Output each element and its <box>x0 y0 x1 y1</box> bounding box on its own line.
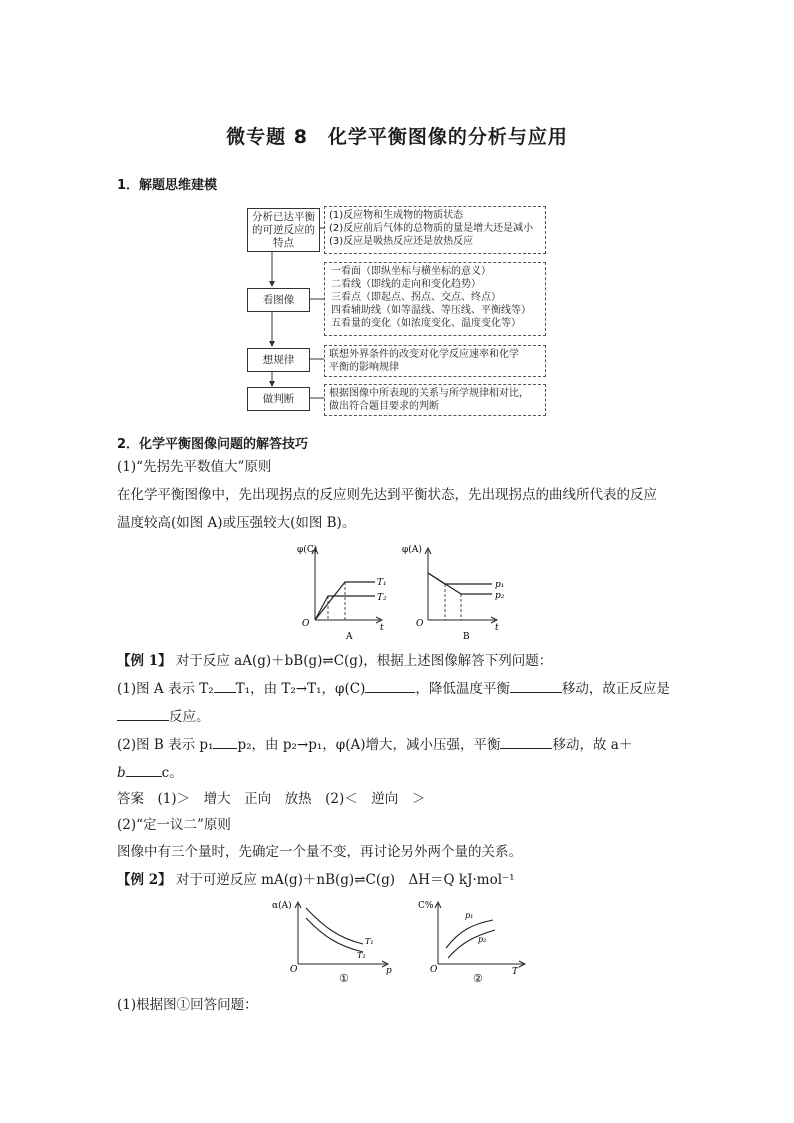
note-1-line: (3)反应是吸热反应还是放热反应 <box>329 236 474 247</box>
graph-2-ylabel: C% <box>418 901 434 911</box>
note-2-line: 五看量的变化（如浓度变化、温度变化等） <box>331 318 521 329</box>
example-1-text: 对于反应 aA(g)＋bB(g)⇌C(g)，根据上述图像解答下列问题： <box>175 653 553 669</box>
q2-part-a: (2)图 B 表示 p₁ <box>117 737 214 753</box>
example-1-q1 <box>117 676 697 702</box>
graph-b-caption: B <box>463 632 470 642</box>
answer-blank[interactable] <box>214 678 236 693</box>
graph-1-origin: O <box>290 965 298 975</box>
note-2-line: 四看辅助线（如等温线、等压线、平衡线等） <box>331 305 531 316</box>
example-1-q2 <box>117 732 697 758</box>
example-2-label: 【例 2】 <box>117 872 172 888</box>
graph-a-caption: A <box>346 632 353 642</box>
graph-b-xlabel: t <box>495 623 499 633</box>
example-1-label: 【例 1】 <box>117 653 172 669</box>
graph-2-label-p1: p₁ <box>465 911 474 920</box>
note-1-line: (2)反应前后气体的总物质的量是增大还是减小 <box>329 223 534 234</box>
graph-a-label-t1: T₁ <box>377 578 387 588</box>
note-2-line: 一看面（即纵坐标与横坐标的意义） <box>331 266 491 277</box>
answer-blank[interactable] <box>213 734 237 749</box>
example-1-q1-cont <box>117 704 210 730</box>
rule-2-title: (2)“定一议二”原则 <box>117 817 231 833</box>
graph-1-ylabel: α(A) <box>272 901 292 911</box>
q1-part-d: 移动，故正反应是 <box>561 681 670 697</box>
rule-1-text-line2: 温度较高(如图 A)或压强较大(如图 B)。 <box>117 515 356 531</box>
example-1-q2-cont <box>117 760 183 786</box>
flow-box-judge: 做判断 <box>247 387 310 411</box>
q2-part-e: c。 <box>161 765 183 781</box>
flow-box-think: 想规律 <box>247 348 310 372</box>
note-2-line: 三看点（即起点、拐点、交点、终点） <box>331 292 501 303</box>
example-2-text: 对于可逆反应 mA(g)＋nB(g)⇌C(g) ΔH＝Q kJ·mol⁻¹ <box>175 872 515 888</box>
graph-a-xlabel: t <box>380 623 384 633</box>
section-heading-1: 1．解题思维建模 <box>117 178 218 193</box>
flow-box-analyze: 分析已达平衡的可逆反应的特点 <box>247 208 320 252</box>
curve-1-t2 <box>306 918 363 952</box>
graph-b-origin: O <box>416 619 424 629</box>
q1-part-c: ，降低温度平衡 <box>415 681 510 697</box>
last-line: (1)根据图①回答问题： <box>117 997 258 1013</box>
note-box-2 <box>324 262 546 336</box>
q2-part-c: 移动，故 a＋ <box>552 737 633 753</box>
note-box-3 <box>324 345 546 377</box>
note-box-4 <box>324 384 546 416</box>
q2-part-d: b <box>117 765 126 781</box>
graph-2-xlabel: T <box>512 967 519 977</box>
graphs-12 <box>268 896 538 988</box>
graph-1-xlabel: p <box>386 966 392 976</box>
graph-a-origin: O <box>302 619 310 629</box>
note-3-line: 平衡的影响规律 <box>329 362 399 373</box>
graph-a-ylabel: φ(C) <box>297 545 318 555</box>
note-3-line: 联想外界条件的改变对化学反应速率和化学 <box>329 349 519 360</box>
note-2-line: 二看线（即线的走向和变化趋势） <box>331 279 481 290</box>
graph-a-label-t2: T₂ <box>377 593 387 603</box>
graph-1-label-t1: T₁ <box>365 937 374 946</box>
note-1-line: (1)反应物和生成物的物质状态 <box>329 210 464 221</box>
flow-box-look: 看图像 <box>247 288 310 312</box>
q1-part-b: T₁，由 T₂→T₁，φ(C) <box>235 681 366 697</box>
answer-blank[interactable] <box>365 678 415 693</box>
example-1-statement <box>117 648 697 674</box>
answer-blank[interactable] <box>126 762 162 777</box>
graph-b-label-p1: p₁ <box>495 580 505 590</box>
q2-part-b: p₂，由 p₂→p₁，φ(A)增大，减小压强，平衡 <box>237 737 501 753</box>
page-title: 微专题 8 化学平衡图像的分析与应用 <box>226 126 568 148</box>
note-4-line: 做出符合题目要求的判断 <box>329 401 439 412</box>
q1-part-e: 反应。 <box>169 709 210 725</box>
graph-2-caption: ② <box>473 972 483 985</box>
graph-1 <box>272 900 392 985</box>
note-box-1 <box>324 206 546 254</box>
graph-b-label-p2: p₂ <box>495 591 505 601</box>
example-1-answer: 答案 (1)＞ 增大 正向 放热 (2)＜ 逆向 ＞ <box>117 791 426 807</box>
rule-1-title: (1)“先拐先平数值大”原则 <box>117 459 272 475</box>
graph-2 <box>418 901 525 985</box>
curve-2-p2 <box>448 930 495 958</box>
graph-b-ylabel: φ(A) <box>402 545 422 555</box>
graph-2-origin: O <box>430 965 438 975</box>
rule-2-text: 图像中有三个量时，先确定一个量不变，再讨论另外两个量的关系。 <box>117 844 522 860</box>
graph-1-caption: ① <box>339 972 349 985</box>
note-4-line: 根据图像中所表现的关系与所学规律相对比， <box>329 388 529 399</box>
graph-2-label-p2: p₂ <box>478 935 487 944</box>
answer-blank[interactable] <box>117 706 169 721</box>
graphs-ab <box>285 540 515 645</box>
rule-1-text-line1: 在化学平衡图像中，先出现拐点的反应则先达到平衡状态，先出现拐点的曲线所代表的反应 <box>117 487 657 503</box>
section-heading-2: 2．化学平衡图像问题的解答技巧 <box>117 437 309 452</box>
answer-blank[interactable] <box>500 734 552 749</box>
graph-a <box>297 544 387 642</box>
answer-blank[interactable] <box>510 678 562 693</box>
graph-1-label-t2: T₂ <box>357 951 366 960</box>
graph-b <box>402 544 505 642</box>
example-2-statement <box>117 867 515 893</box>
q1-part-a: (1)图 A 表示 T₂ <box>117 681 214 697</box>
